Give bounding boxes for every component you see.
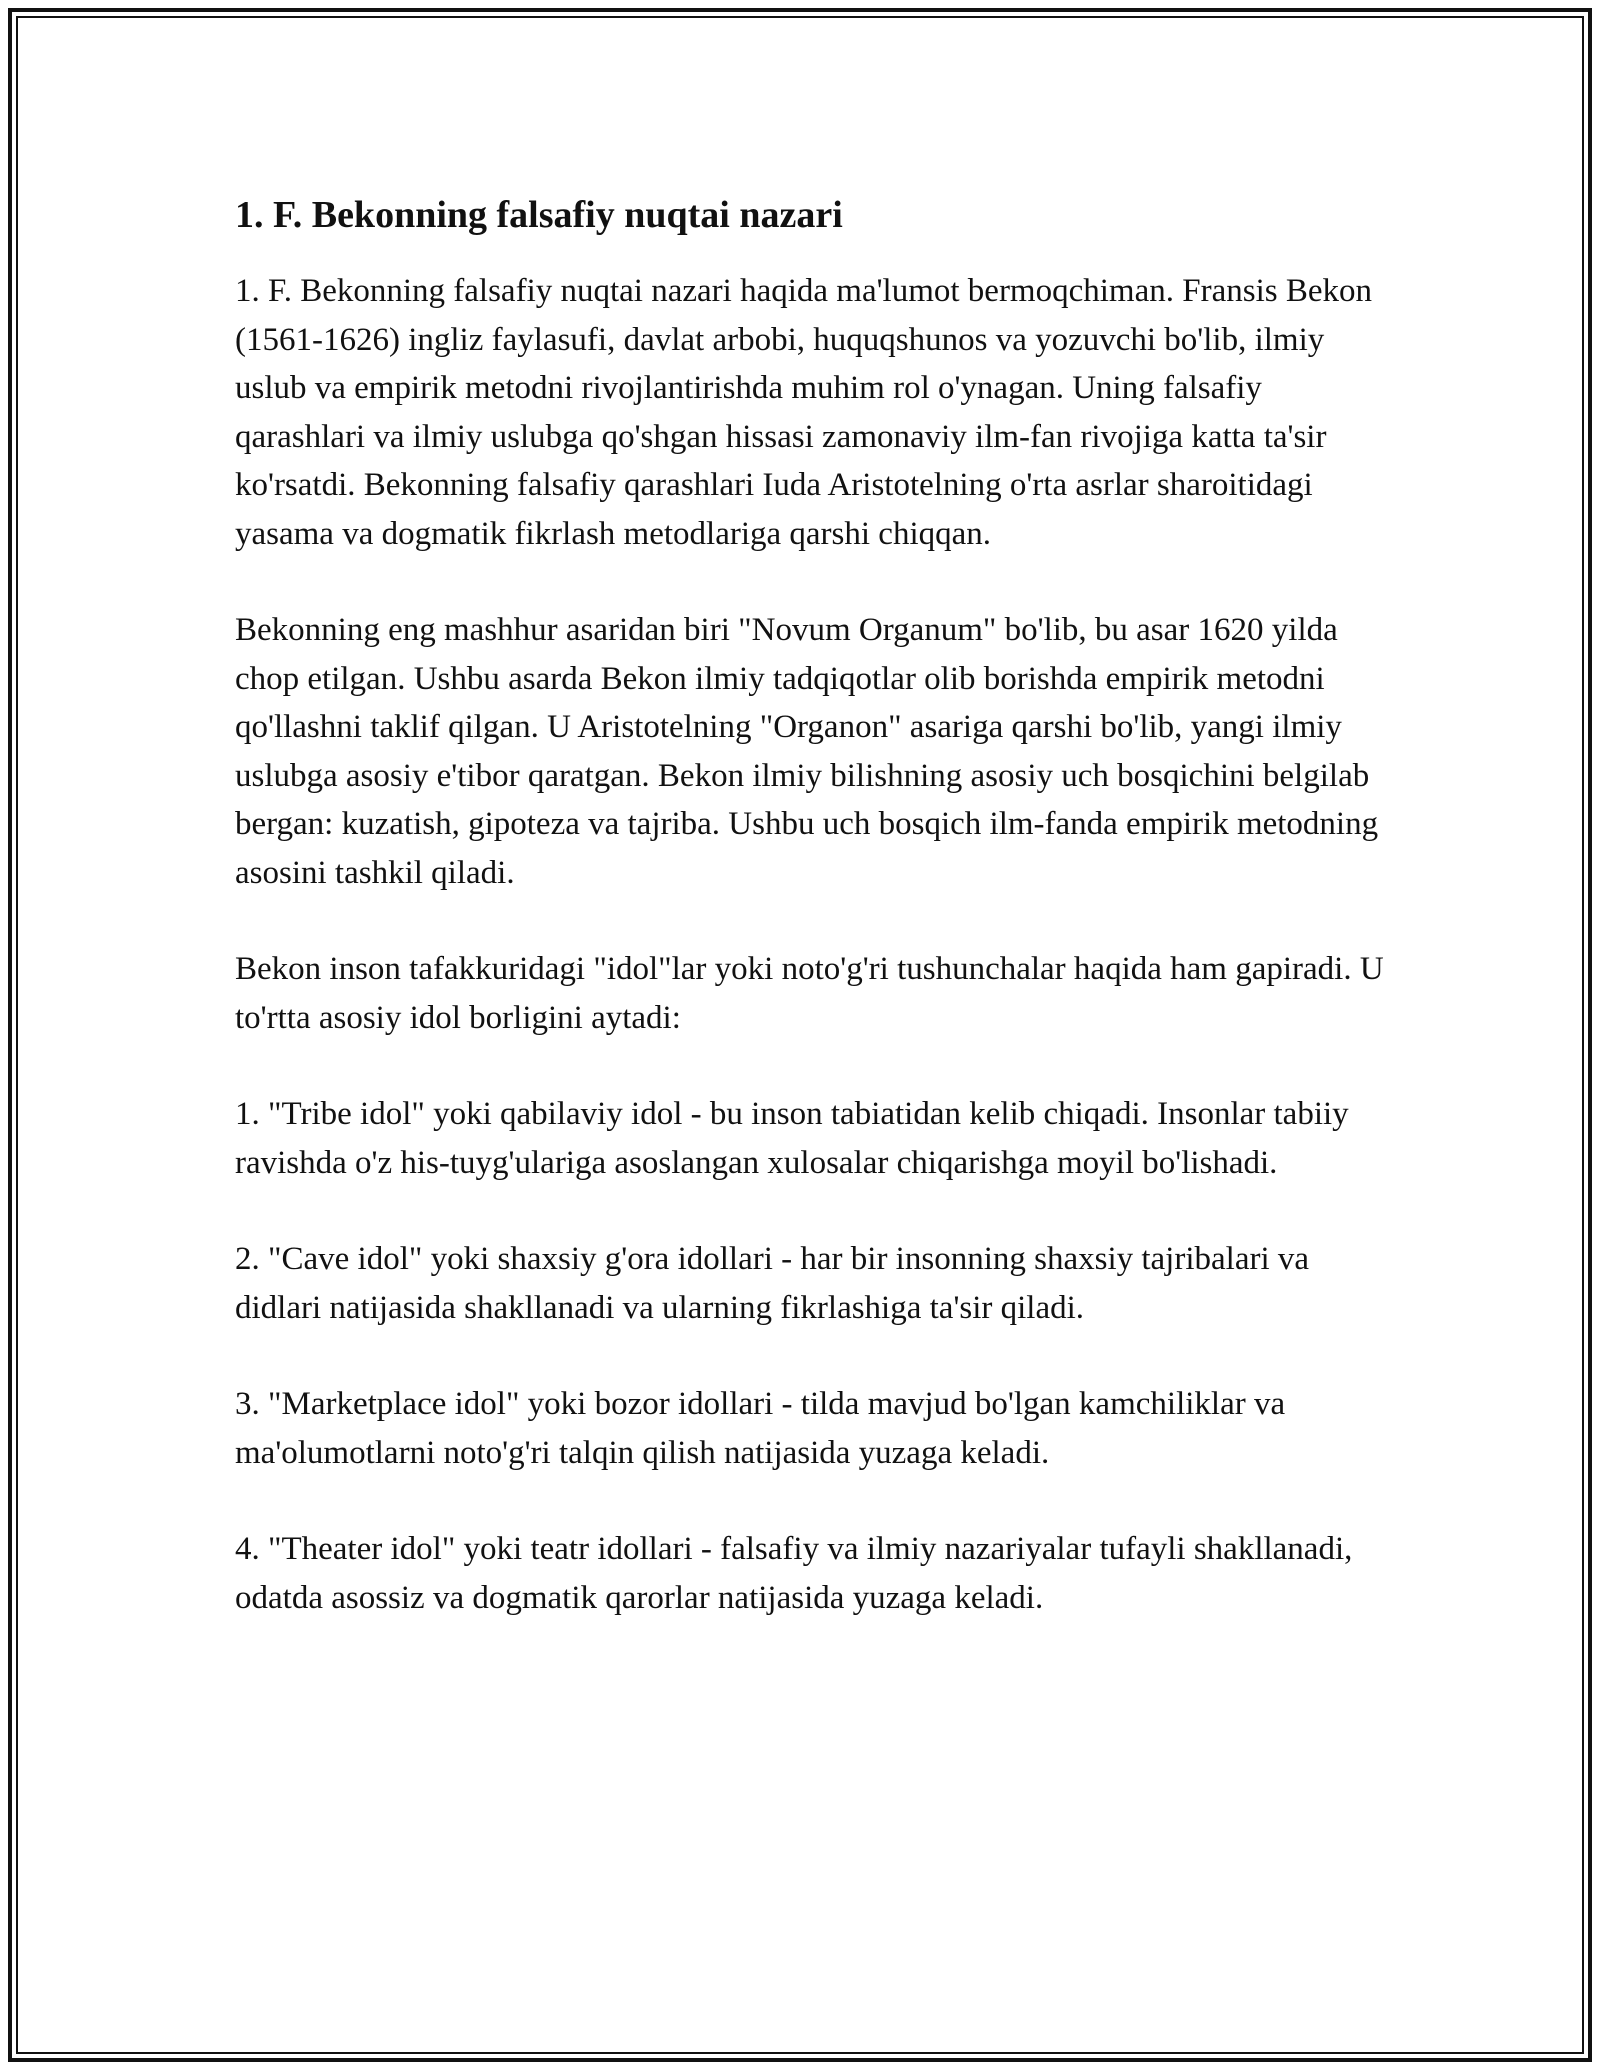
paragraph-marketplace-idol: 3. "Marketplace idol" yoki bozor idollari - tilda mavjud bo'lgan kamchiliklar va ma'olumotlarni noto'g'ri talqin qilish natijasida yuzaga keladi.: [235, 1386, 1286, 1471]
paragraph-cave-idol: 2. "Cave idol" yoki shaxsiy g'ora idollari - har bir insonning shaxsiy tajribalari va didlari natijasida shakllanadi va ularning fikrlashiga ta'sir qiladi.: [235, 1241, 1310, 1326]
paragraph-novum-organum: Bekonning eng mashhur asaridan biri "Novum Organum" bo'lib, bu asar 1620 yilda chop etilgan. Ushbu asarda Bekon ilmiy tadqiqotlar olib borishda empirik metodni qo'llashni taklif qilgan. U Aristotelning "Organon" asariga qarshi bo'lib, yangi ilmiy uslubga asosiy e'tibor qaratgan. Bekon ilmiy bilishning asosiy uch bosqichini belgilab bergan: kuzatish, gipoteza va tajriba. Ushbu uch bosqich ilm-fanda empirik metodning asosini tashkil qiladi.: [235, 612, 1379, 891]
paragraph-intro: 1. F. Bekonning falsafiy nuqtai nazari haqida ma'lumot bermoqchiman. Fransis Bekon (1561-1626) ingliz faylasufi, davlat arbobi, huquqshunos va yozuvchi bo'lib, ilmiy uslub va empirik metodni rivojlantirishda muhim rol o'ynagan. Uning falsafiy qarashlari va ilmiy uslubga qo'shgan hissasi zamonaviy ilm-fan rivojiga katta ta'sir ko'rsatdi. Bekonning falsafiy qarashlari Iuda Aristotelning o'rta asrlar sharoitidagi yasama va dogmatik fikrlash metodlariga qarshi chiqqan.: [235, 273, 1372, 552]
paragraph-idols-intro: Bekon inson tafakkuridagi "idol"lar yoki noto'g'ri tushunchalar haqida ham gapiradi. U to'rtta asosiy idol borligini aytadi:: [235, 951, 1384, 1036]
document-body: [235, 183, 1385, 1670]
paragraph-theater-idol: 4. "Theater idol" yoki teatr idollari - falsafiy va ilmiy nazariyalar tufayli shakllanadi, odatda asossiz va dogmatik qarorlar natijasida yuzaga keladi.: [235, 1531, 1353, 1616]
document-title: 1. F. Bekonning falsafiy nuqtai nazari: [235, 194, 843, 236]
paragraph-tribe-idol: 1. "Tribe idol" yoki qabilaviy idol - bu inson tabiatidan kelib chiqadi. Insonlar tabiiy ravishda o'z his-tuyg'ulariga asoslangan xulosalar chiqarishga moyil bo'lishadi.: [235, 1096, 1349, 1181]
